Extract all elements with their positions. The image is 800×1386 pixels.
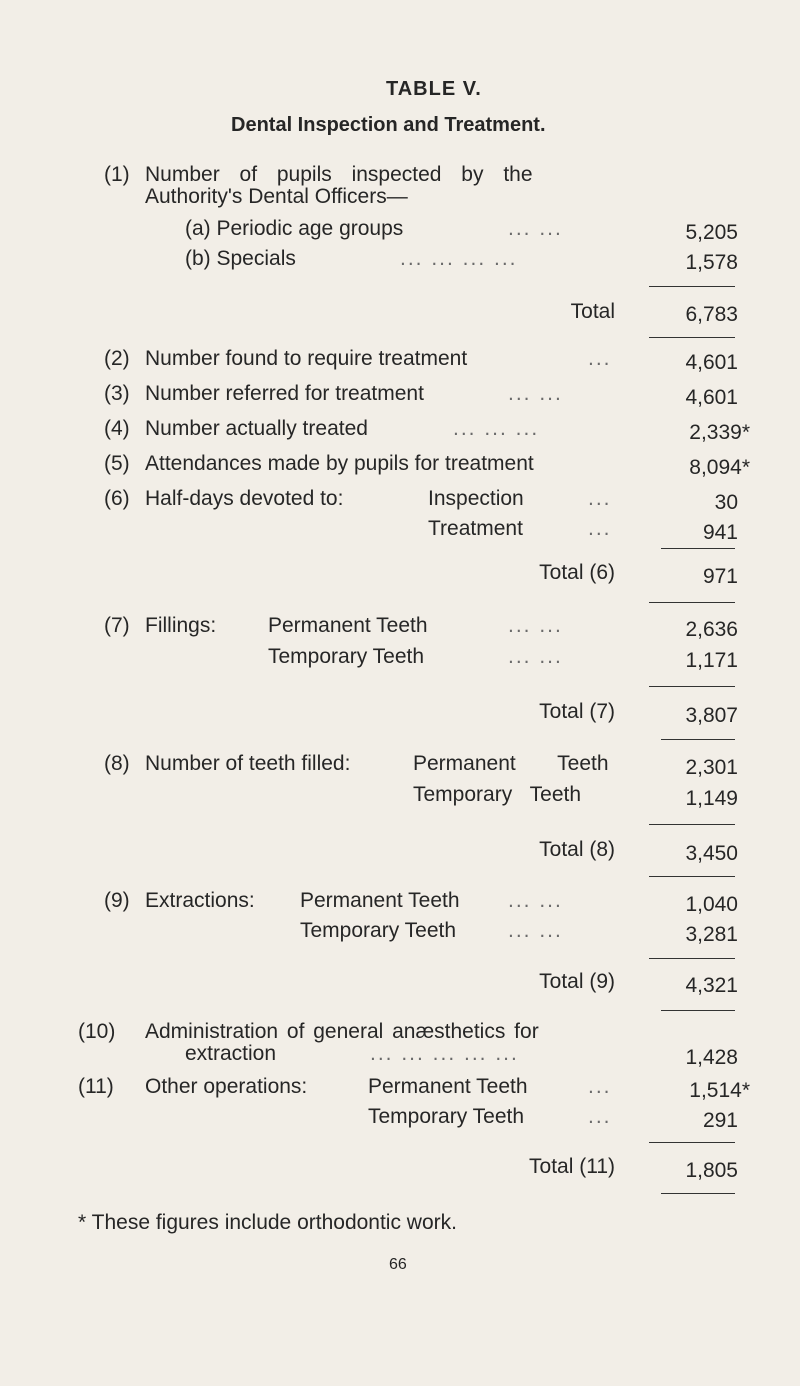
row-value: 4,601 xyxy=(685,386,738,409)
item-label: Attendances made by pupils for treatment xyxy=(145,452,534,475)
row-label: Permanent Teeth xyxy=(368,1075,528,1098)
leader-dots: ... ... ... ... ... xyxy=(370,1042,519,1065)
row-label: (a) Periodic age groups xyxy=(185,217,404,240)
row-value: 8,094* xyxy=(689,456,750,479)
total-rule xyxy=(661,739,735,740)
total-rule xyxy=(649,602,735,603)
leader-dots: ... xyxy=(588,1105,612,1128)
row-value: 2,636 xyxy=(685,618,738,641)
leader-dots: ... ... xyxy=(508,919,563,942)
item-label: Number found to require treatment xyxy=(145,347,468,370)
row-label: Temporary Teeth xyxy=(268,645,425,668)
item-label: Extractions: xyxy=(145,889,255,912)
item-number: (11) xyxy=(78,1075,114,1098)
row-label: Inspection xyxy=(428,487,524,510)
table-subtitle: Dental Inspection and Treatment. xyxy=(231,114,546,136)
leader-dots: ... ... xyxy=(508,645,563,668)
row-value: 1,040 xyxy=(685,893,738,916)
leader-dots: ... ... xyxy=(508,889,563,912)
item-label: Half-days devoted to: xyxy=(145,487,344,510)
row-value: 2,339* xyxy=(689,421,750,444)
total-rule xyxy=(661,548,735,549)
row-value: 291 xyxy=(702,1109,738,1132)
item-number: (8) xyxy=(104,752,130,775)
row-label: Permanent Teeth xyxy=(300,889,460,912)
total-label: Total (6) xyxy=(539,561,615,584)
row-value: 1,171 xyxy=(685,649,738,672)
leader-dots: ... xyxy=(588,517,612,540)
row-value: 1,514* xyxy=(689,1079,750,1102)
total-rule xyxy=(661,1010,735,1011)
row-value: 30 xyxy=(714,491,738,514)
item-label: Number of pupils inspected by the xyxy=(145,163,533,186)
total-label: Total (11) xyxy=(529,1155,615,1178)
total-rule xyxy=(661,1193,735,1194)
total-label: Total (7) xyxy=(539,700,615,723)
row-value: 5,205 xyxy=(685,221,738,244)
item-label: Other operations: xyxy=(145,1075,308,1098)
row-label: Permanent Teeth xyxy=(413,752,609,775)
total-rule xyxy=(649,286,735,287)
total-value: 971 xyxy=(702,565,738,588)
total-label: Total (9) xyxy=(539,970,615,993)
row-value: 4,601 xyxy=(685,351,738,374)
total-rule xyxy=(649,958,735,959)
total-value: 1,805 xyxy=(685,1159,738,1182)
footnote: * These figures include orthodontic work. xyxy=(78,1211,457,1234)
leader-dots: ... ... xyxy=(508,217,563,240)
item-label: Fillings: xyxy=(145,614,217,637)
row-value: 2,301 xyxy=(685,756,738,779)
row-value: 3,281 xyxy=(685,923,738,946)
total-rule xyxy=(649,686,735,687)
item-number: (10) xyxy=(78,1020,116,1043)
item-number: (5) xyxy=(104,452,130,475)
row-label: Temporary Teeth xyxy=(368,1105,525,1128)
item-label: Number of teeth filled: xyxy=(145,752,351,775)
total-label: Total xyxy=(570,300,615,323)
item-number: (3) xyxy=(104,382,130,405)
row-label: Permanent Teeth xyxy=(268,614,428,637)
item-number: (7) xyxy=(104,614,130,637)
item-label: Number referred for treatment xyxy=(145,382,424,405)
total-rule xyxy=(649,876,735,877)
item-number: (2) xyxy=(104,347,130,370)
leader-dots: ... xyxy=(588,487,612,510)
leader-dots: ... ... ... ... xyxy=(400,247,518,270)
total-value: 3,807 xyxy=(685,704,738,727)
row-label: Temporary Teeth xyxy=(413,783,582,806)
table-title: TABLE V. xyxy=(386,78,482,100)
total-rule xyxy=(649,337,735,338)
total-value: 6,783 xyxy=(685,303,738,326)
total-rule xyxy=(649,824,735,825)
item-number: (6) xyxy=(104,487,130,510)
item-label: Authority's Dental Officers— xyxy=(145,185,408,208)
row-value: 1,578 xyxy=(685,251,738,274)
row-value: 1,428 xyxy=(685,1046,738,1069)
page-number: 66 xyxy=(389,1256,407,1273)
item-number: (9) xyxy=(104,889,130,912)
row-label: Temporary Teeth xyxy=(300,919,457,942)
item-number: (1) xyxy=(104,163,130,186)
total-value: 4,321 xyxy=(685,974,738,997)
leader-dots: ... ... ... xyxy=(453,417,540,440)
row-label: (b) Specials xyxy=(185,247,296,270)
item-number: (4) xyxy=(104,417,130,440)
row-label: Treatment xyxy=(428,517,523,540)
row-value: 941 xyxy=(702,521,738,544)
leader-dots: ... ... xyxy=(508,614,563,637)
item-label: Administration of general anæsthetics for xyxy=(145,1020,539,1043)
total-rule xyxy=(649,1142,735,1143)
leader-dots: ... ... xyxy=(508,382,563,405)
total-label: Total (8) xyxy=(539,838,615,861)
leader-dots: ... xyxy=(588,347,612,370)
leader-dots: ... xyxy=(588,1075,612,1098)
item-label: extraction xyxy=(185,1042,277,1065)
item-label: Number actually treated xyxy=(145,417,368,440)
total-value: 3,450 xyxy=(685,842,738,865)
row-value: 1,149 xyxy=(685,787,738,810)
